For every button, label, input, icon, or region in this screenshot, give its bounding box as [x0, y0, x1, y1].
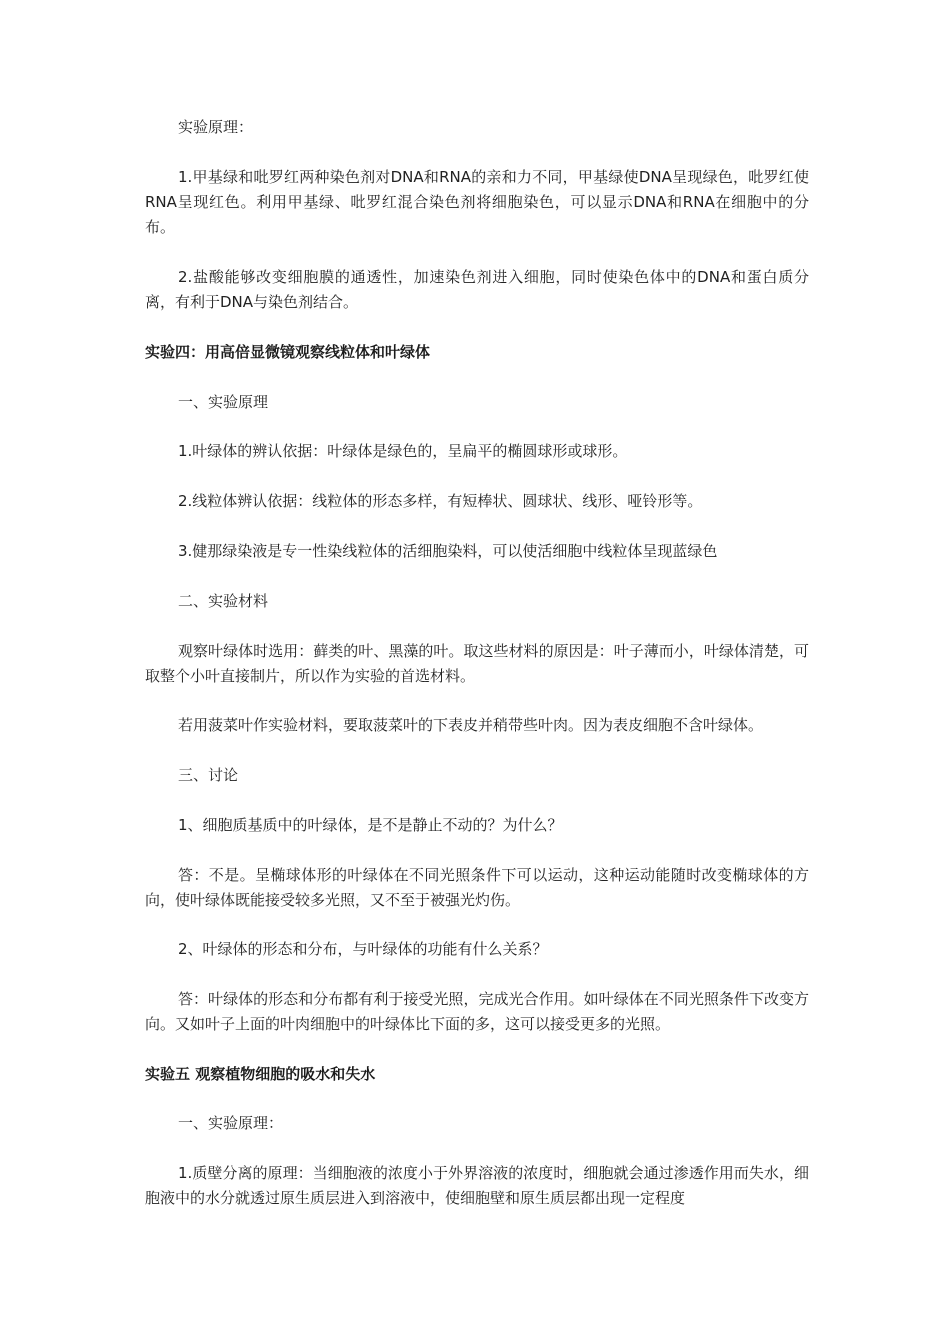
heading-experiment-4: 实验四：用高倍显微镜观察线粒体和叶绿体 — [145, 343, 431, 361]
paragraph-janus-green: 3.健那绿染液是专一性染线粒体的活细胞染料，可以使活细胞中线粒体呈现蓝绿色 — [178, 542, 718, 560]
paragraph-mitochondria-criteria: 2.线粒体辨认依据：线粒体的形态多样，有短棒状、圆球状、线形、哑铃形等。 — [178, 492, 703, 510]
paragraph-principle-2: 2.盐酸能够改变细胞膜的通透性，加速染色剂进入细胞，同时使染色体中的DNA和蛋白质分离，有利于DNA与染色剂结合。 — [145, 268, 809, 311]
paragraph-plasmolysis-principle: 1.质壁分离的原理：当细胞液的浓度小于外界溶液的浓度时，细胞就会通过渗透作用而失水，细胞液中的水分就透过原生质层进入到溶液中，使细胞壁和原生质层都出现一定程度 — [145, 1164, 809, 1207]
paragraph-answer-2: 答：叶绿体的形态和分布都有利于接受光照，完成光合作用。如叶绿体在不同光照条件下改变方向。又如叶子上面的叶肉细胞中的叶绿体比下面的多，这可以接受更多的光照。 — [145, 990, 809, 1033]
paragraph-question-1: 1、细胞质基质中的叶绿体，是不是静止不动的？为什么？ — [178, 816, 563, 834]
paragraph-spinach-leaf: 若用菠菜叶作实验材料，要取菠菜叶的下表皮并稍带些叶肉。因为表皮细胞不含叶绿体。 — [178, 716, 764, 734]
paragraph-section-principle-5: 一、实验原理： — [178, 1114, 284, 1132]
paragraph-section-discussion: 三、讨论 — [178, 766, 239, 784]
paragraph-principle-1: 1.甲基绿和吡罗红两种染色剂对DNA和RNA的亲和力不同，甲基绿使DNA呈现绿色，吡罗红使RNA呈现红色。利用甲基绿、吡罗红混合染色剂将细胞染色，可以显示DNA和RNA在细胞中的分布。 — [145, 168, 809, 236]
paragraph-answer-1: 答：不是。呈椭球体形的叶绿体在不同光照条件下可以运动，这种运动能随时改变椭球体的方向，使叶绿体既能接受较多光照，又不至于被强光灼伤。 — [145, 866, 809, 909]
heading-experiment-5: 实验五 观察植物细胞的吸水和失水 — [145, 1065, 376, 1083]
paragraph-chloroplast-criteria: 1.叶绿体的辨认依据：叶绿体是绿色的，呈扁平的椭圆球形或球形。 — [178, 442, 628, 460]
paragraph-materials-choice: 观察叶绿体时选用：藓类的叶、黑藻的叶。取这些材料的原因是：叶子薄而小，叶绿体清楚，可取整个小叶直接制片，所以作为实验的首选材料。 — [145, 642, 809, 685]
paragraph-question-2: 2、叶绿体的形态和分布，与叶绿体的功能有什么关系？ — [178, 940, 548, 958]
paragraph-section-materials: 二、实验材料 — [178, 592, 269, 610]
paragraph-principle-label: 实验原理： — [178, 118, 254, 136]
paragraph-section-principle: 一、实验原理 — [178, 393, 269, 411]
